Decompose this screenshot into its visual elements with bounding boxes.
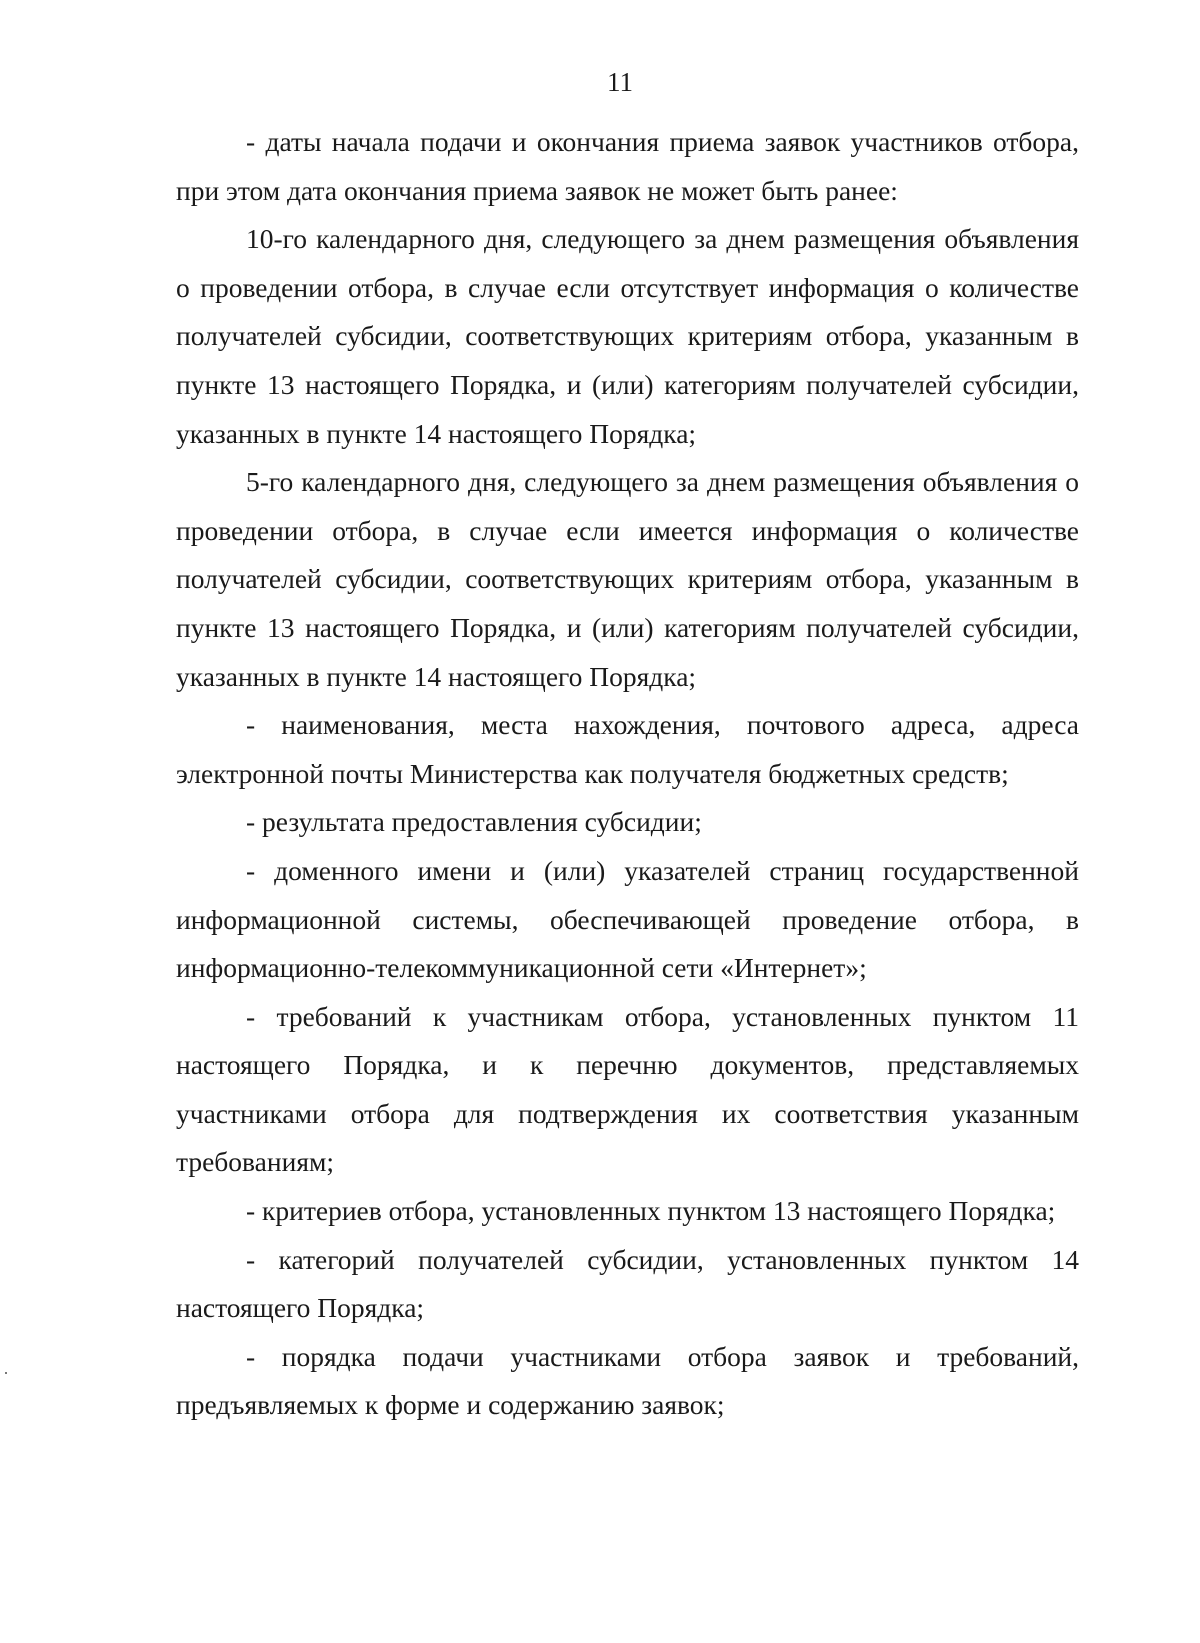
paragraph-participant-requirements: - требований к участникам отбора, установленных пунктом 11 настоящего Порядка, и к перечню документов, представляемых участниками отбора для подтверждения их соответствия указанным требованиям; (176, 1000, 1079, 1178)
paragraph-dates-intro: - даты начала подачи и окончания приема заявок участников отбора, при этом дата окончания приема заявок не может быть ранее: (176, 126, 1079, 206)
document-body (176, 118, 1079, 1430)
page-number: 11 (607, 67, 633, 97)
paragraph-selection-criteria: - критериев отбора, установленных пунктом 13 настоящего Порядка; (246, 1195, 1056, 1227)
paragraph-5th-day: 5-го календарного дня, следующего за днем размещения объявления о проведении отбора, в случае если имеется информация о количестве получателей субсидии, соответствующих критериям отбора, указанным в пункте 13 настоящего Порядка, и (или) категориям получателей субсидии, указанных в пункте 14 настоящего Порядка; (176, 466, 1079, 692)
scan-speck (5, 1372, 7, 1374)
paragraph-recipient-categories: - категорий получателей субсидии, установленных пунктом 14 настоящего Порядка; (176, 1243, 1079, 1324)
paragraph-domain-name: - доменного имени и (или) указателей страниц государственной информационной системы, обеспечивающей проведение отбора, в информационно-телекоммуникационной сети «Интернет»; (176, 854, 1079, 984)
paragraph-ministry-contacts: - наименования, места нахождения, почтового адреса, адреса электронной почты Министерства как получателя бюджетных средств; (176, 709, 1079, 789)
paragraph-subsidy-result: - результата предоставления субсидии; (246, 806, 702, 838)
paragraph-application-procedure: - порядка подачи участниками отбора заявок и требований, предъявляемых к форме и содержанию заявок; (176, 1340, 1079, 1421)
paragraph-10th-day: 10-го календарного дня, следующего за днем размещения объявления о проведении отбора, в случае если отсутствует информация о количестве получателей субсидии, соответствующих критериям отбора, указанным в пункте 13 настоящего Порядка, и (или) категориям получателей субсидии, указанных в пункте 14 настоящего Порядка; (176, 223, 1079, 449)
